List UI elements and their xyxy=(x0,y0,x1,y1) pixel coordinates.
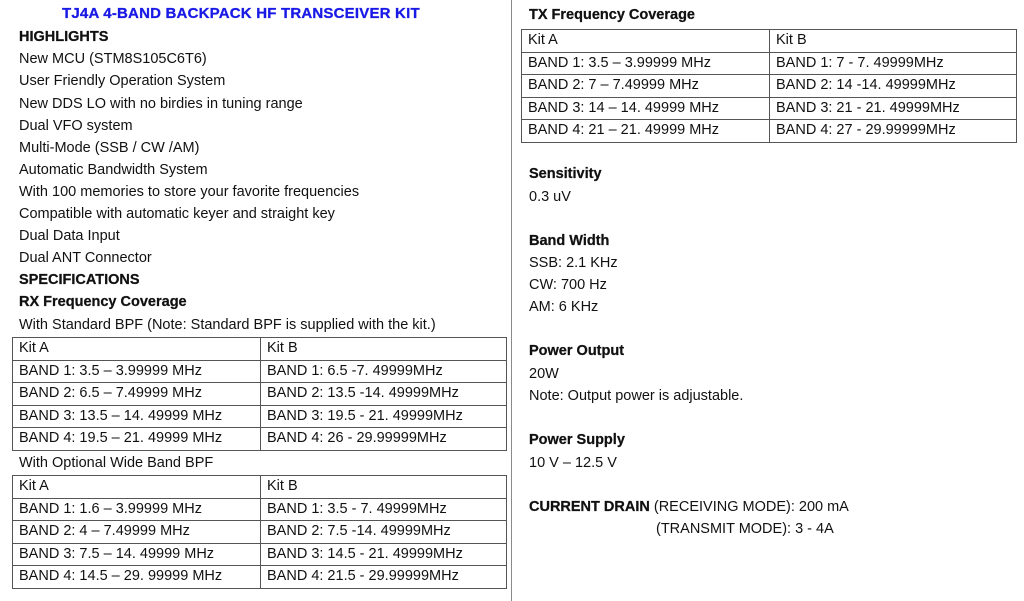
bandwidth-line: CW: 700 Hz xyxy=(529,277,607,293)
table-row xyxy=(522,97,1017,120)
highlight-item: Automatic Bandwidth System xyxy=(19,162,208,178)
table-cell: BAND 1: 3.5 – 3.99999 MHz xyxy=(13,360,261,383)
highlight-item: Compatible with automatic keyer and straight key xyxy=(19,206,335,222)
highlight-item: User Friendly Operation System xyxy=(19,73,226,89)
table-row xyxy=(13,543,507,566)
table-cell: BAND 2: 7.5 -14. 49999MHz xyxy=(261,521,507,544)
power-output-value: 20W xyxy=(529,366,559,382)
rx-wide-table xyxy=(12,475,507,589)
rx-standard-table xyxy=(12,337,507,451)
table-row xyxy=(522,75,1017,98)
specifications-heading: SPECIFICATIONS xyxy=(19,272,140,288)
sensitivity-value: 0.3 uV xyxy=(529,189,571,205)
power-supply-value: 10 V – 12.5 V xyxy=(529,455,617,471)
current-drain-transmit: (TRANSMIT MODE): 3 - 4A xyxy=(656,521,834,537)
table-cell: BAND 2: 6.5 – 7.49999 MHz xyxy=(13,383,261,406)
bandwidth-line: AM: 6 KHz xyxy=(529,299,599,315)
table-header-cell: Kit A xyxy=(13,476,261,499)
table-row xyxy=(13,383,507,406)
highlight-item: New DDS LO with no birdies in tuning range xyxy=(19,96,303,112)
table-row xyxy=(13,360,507,383)
power-output-note: Note: Output power is adjustable. xyxy=(529,388,744,404)
table-cell: BAND 1: 7 - 7. 49999MHz xyxy=(770,52,1017,75)
table-cell: BAND 4: 21 – 21. 49999 MHz xyxy=(522,120,770,143)
table-header-cell: Kit A xyxy=(13,338,261,361)
table-row xyxy=(13,498,507,521)
table-header-cell: Kit B xyxy=(261,338,507,361)
table-header-cell: Kit B xyxy=(261,476,507,499)
table-header-row xyxy=(13,338,507,361)
standard-bpf-note: With Standard BPF (Note: Standard BPF is supplied with the kit.) xyxy=(19,317,436,333)
table-row xyxy=(13,428,507,451)
table-cell: BAND 3: 13.5 – 14. 49999 MHz xyxy=(13,405,261,428)
highlights-heading: HIGHLIGHTS xyxy=(19,29,109,45)
table-row xyxy=(522,120,1017,143)
table-cell: BAND 3: 14.5 - 21. 49999MHz xyxy=(261,543,507,566)
current-drain-heading: CURRENT DRAIN xyxy=(529,499,650,515)
sensitivity-heading: Sensitivity xyxy=(529,166,602,182)
table-cell: BAND 4: 19.5 – 21. 49999 MHz xyxy=(13,428,261,451)
highlight-item: Dual ANT Connector xyxy=(19,250,152,266)
column-divider xyxy=(511,0,512,601)
table-cell: BAND 1: 6.5 -7. 49999MHz xyxy=(261,360,507,383)
power-supply-heading: Power Supply xyxy=(529,432,625,448)
highlight-item: Dual VFO system xyxy=(19,118,133,134)
table-cell: BAND 2: 7 – 7.49999 MHz xyxy=(522,75,770,98)
table-row xyxy=(13,405,507,428)
current-drain-line xyxy=(529,499,849,515)
highlight-item: New MCU (STM8S105C6T6) xyxy=(19,51,207,67)
table-row xyxy=(13,566,507,589)
table-row xyxy=(522,52,1017,75)
table-cell: BAND 3: 14 – 14. 49999 MHz xyxy=(522,97,770,120)
table-header-cell: Kit B xyxy=(770,30,1017,53)
highlight-item: Dual Data Input xyxy=(19,228,120,244)
tx-coverage-heading: TX Frequency Coverage xyxy=(529,7,695,23)
bandwidth-heading: Band Width xyxy=(529,233,610,249)
rx-coverage-heading: RX Frequency Coverage xyxy=(19,294,187,310)
table-header-row xyxy=(13,476,507,499)
table-header-cell: Kit A xyxy=(522,30,770,53)
table-cell: BAND 3: 7.5 – 14. 49999 MHz xyxy=(13,543,261,566)
table-cell: BAND 1: 3.5 - 7. 49999MHz xyxy=(261,498,507,521)
table-row xyxy=(13,521,507,544)
table-cell: BAND 4: 21.5 - 29.99999MHz xyxy=(261,566,507,589)
tx-table xyxy=(521,29,1017,143)
table-cell: BAND 4: 26 - 29.99999MHz xyxy=(261,428,507,451)
table-cell: BAND 3: 19.5 - 21. 49999MHz xyxy=(261,405,507,428)
wide-bpf-note: With Optional Wide Band BPF xyxy=(19,455,214,471)
bandwidth-line: SSB: 2.1 KHz xyxy=(529,255,618,271)
table-cell: BAND 2: 4 – 7.49999 MHz xyxy=(13,521,261,544)
table-cell: BAND 3: 21 - 21. 49999MHz xyxy=(770,97,1017,120)
page-title: TJ4A 4-BAND BACKPACK HF TRANSCEIVER KIT xyxy=(62,5,420,22)
table-cell: BAND 4: 27 - 29.99999MHz xyxy=(770,120,1017,143)
highlight-item: With 100 memories to store your favorite frequencies xyxy=(19,184,360,200)
highlight-item: Multi-Mode (SSB / CW /AM) xyxy=(19,140,200,156)
table-cell: BAND 1: 1.6 – 3.99999 MHz xyxy=(13,498,261,521)
table-cell: BAND 2: 13.5 -14. 49999MHz xyxy=(261,383,507,406)
table-cell: BAND 1: 3.5 – 3.99999 MHz xyxy=(522,52,770,75)
table-header-row xyxy=(522,30,1017,53)
table-cell: BAND 4: 14.5 – 29. 99999 MHz xyxy=(13,566,261,589)
table-cell: BAND 2: 14 -14. 49999MHz xyxy=(770,75,1017,98)
current-drain-receiving: (RECEIVING MODE): 200 mA xyxy=(653,499,849,515)
power-output-heading: Power Output xyxy=(529,343,625,359)
